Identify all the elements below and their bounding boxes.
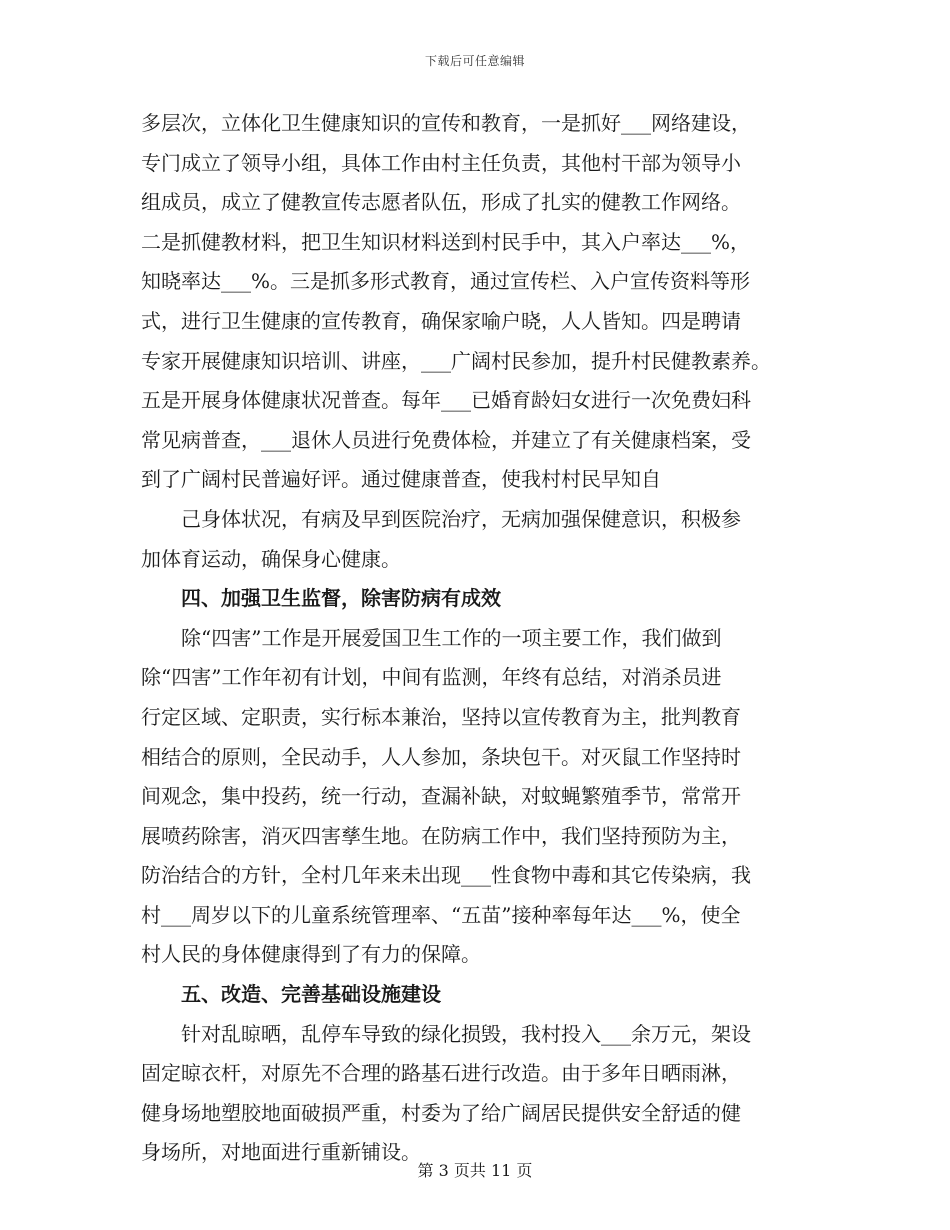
body-line: 知晓率达___%。三是抓多形式教育，通过宣传栏、入户宣传资料等形 [141, 269, 751, 294]
body-line: 除“四害”工作年初有计划，中间有监测，年终有总结，对消杀员进 [141, 665, 722, 690]
body-line: 到了广阔村民普遍好评。通过健康普查，使我村村民早知自 [141, 467, 661, 492]
body-line: 健身场地塑胶地面破损严重，村委为了给广阔居民提供安全舒适的健 [141, 1100, 741, 1125]
body-line: 村人民的身体健康得到了有力的保障。 [141, 942, 481, 967]
page-header: 下载后可任意编辑 [424, 54, 525, 68]
body-line: 己身体状况，有病及早到医院治疗，无病加强保健意识，积极参 [181, 506, 741, 531]
body-line: 专家开展健康知识培训、讲座，___广阔村民参加，提升村民健教素养。 [141, 348, 771, 373]
body-line: 组成员，成立了健教宣传志愿者队伍，形成了扎实的健教工作网络。 [141, 190, 741, 215]
body-line: 常见病普查，___退休人员进行免费体检，并建立了有关健康档案，受 [141, 427, 751, 452]
body-line: 展喷药除害，消灭四害孳生地。在防病工作中，我们坚持预防为主， [141, 823, 741, 848]
body-line: 二是抓健教材料，把卫生知识材料送到村民手中，其入户率达___%， [141, 229, 751, 254]
body-line: 防治结合的方针，全村几年来未出现___性食物中毒和其它传染病，我 [141, 863, 751, 888]
body-line: 行定区域、定职责，实行标本兼治，坚持以宣传教育为主，批判教育 [141, 704, 741, 729]
body-line: 加体育运动，确保身心健康。 [141, 546, 401, 571]
body-line: 针对乱晾晒，乱停车导致的绿化损毁，我村投入___余万元，架设 [181, 1021, 751, 1046]
body-line: 多层次，立体化卫生健康知识的宣传和教育，一是抓好___网络建设， [141, 111, 751, 135]
body-line: 式，进行卫生健康的宣传教育，确保家喻户晓，人人皆知。四是聘请 [141, 308, 741, 333]
page-footer: 第 3 页共 11 页 [417, 1161, 533, 1180]
body-line: 五是开展身体健康状况普查。每年___已婚育龄妇女进行一次免费妇科 [141, 388, 751, 413]
section-heading-5: 五、改造、完善基础设施建设 [181, 982, 441, 1007]
body-line: 村___周岁以下的儿童系统管理率、“五苗”接种率每年达___%，使全 [141, 902, 741, 927]
document-body [141, 104, 813, 1173]
body-line: 除“四害”工作是开展爱国卫生工作的一项主要工作，我们做到 [181, 625, 722, 650]
body-line: 身场所，对地面进行重新铺设。 [141, 1140, 421, 1165]
section-heading-4: 四、加强卫生监督，除害防病有成效 [181, 586, 501, 611]
body-line: 相结合的原则，全民动手，人人参加，条块包干。对灭鼠工作坚持时 [141, 744, 741, 769]
body-line: 固定晾衣杆，对原先不合理的路基石进行改造。由于多年日晒雨淋， [141, 1061, 741, 1086]
body-line: 专门成立了领导小组，具体工作由村主任负责，其他村干部为领导小 [141, 150, 741, 175]
body-line: 间观念，集中投药，统一行动，查漏补缺，对蚊蝇繁殖季节，常常开 [141, 784, 741, 809]
